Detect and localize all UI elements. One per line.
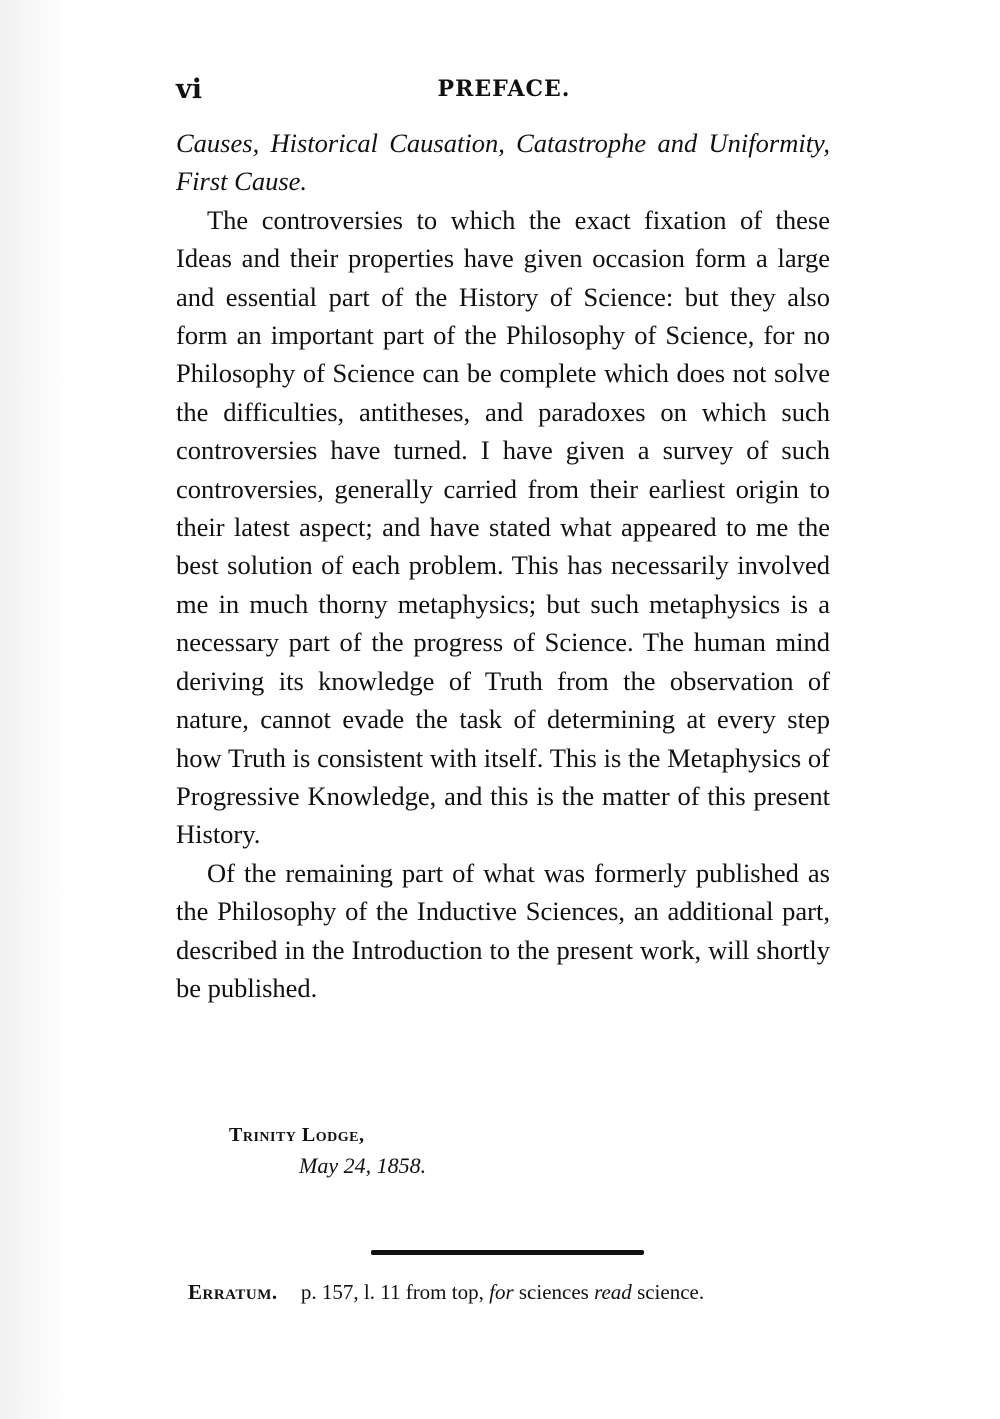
divider-rule: [371, 1250, 644, 1255]
signature-place: Trinity Lodge,: [229, 1124, 365, 1146]
page-number: vi: [176, 74, 202, 105]
erratum-for: for: [489, 1280, 514, 1304]
erratum-wrong: sciences: [518, 1280, 589, 1304]
running-head: PREFACE.: [437, 76, 571, 102]
paragraph: The controversies to which the exact fixation of these Ideas and their properties have given occasion form a large and essential part of the History of Science: but they also form an important part of the Philosophy of Science, for no Philosophy of Science can be complete which does not solve the difficulties, antitheses, and paradoxes on which such controversies have turned. I have given a survey of such controversies, generally carried from their earliest origin to their latest aspect; and have stated what appeared to me the best solution of each problem. This has necessarily involved me in much thorny metaphysics; but such metaphysics is a necessary part of the progress of Science. The human mind deriving its knowledge of Truth from the observation of nature, cannot evade the task of determining at every step how Truth is consistent with itself. This is the Metaphysics of Progressive Knowledge, and this is the matter of this present History.: [176, 204, 830, 850]
erratum-read: read: [594, 1280, 632, 1304]
erratum-label: Erratum.: [188, 1280, 278, 1304]
erratum-location: p. 157, l. 11 from top,: [300, 1280, 484, 1304]
erratum-correct: science.: [637, 1280, 705, 1304]
page-gutter-shadow: [0, 0, 70, 1419]
paragraph: Of the remaining part of what was formerly published as the Philosophy of the Inductive Sciences, an additional part, described in the Introduction to the present work, will shortly be published.: [176, 857, 830, 1003]
page-header: [176, 74, 832, 110]
body-text: [176, 124, 830, 1007]
erratum-note: [188, 1280, 828, 1305]
signature-block: [229, 1124, 426, 1179]
paragraph-continuation: Causes, Historical Causation, Catastrophe and Uniformity, First Cause.: [176, 128, 830, 197]
signature-date: May 24, 1858.: [299, 1153, 427, 1178]
